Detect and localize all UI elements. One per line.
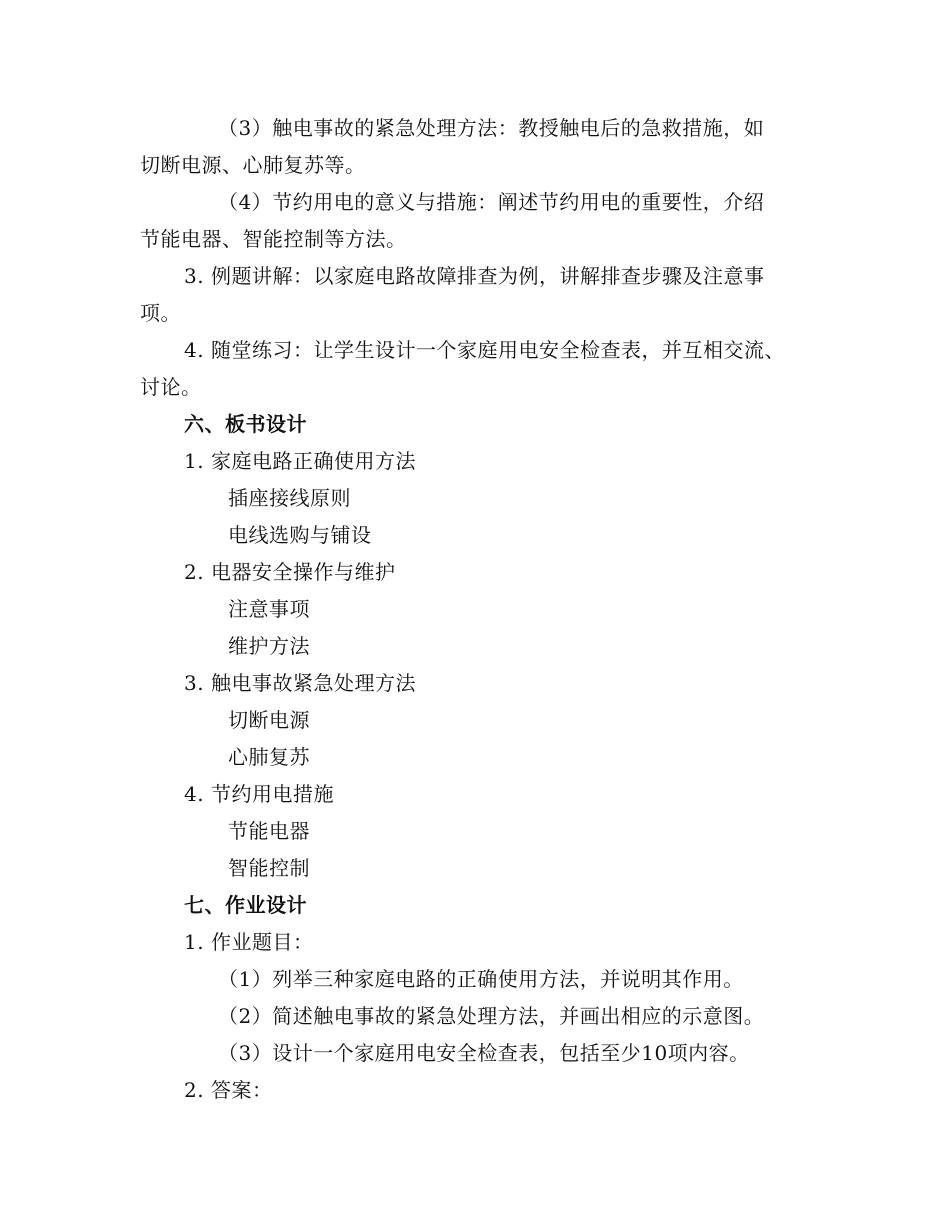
board-item-4: 4. 节约用电措施: [184, 782, 334, 806]
board-subitem: 电线选购与铺设: [228, 523, 372, 547]
board-subitem: 插座接线原则: [228, 486, 351, 510]
practice-line-2: 讨论。: [140, 375, 202, 399]
section-heading-homework-design: 七、作业设计: [184, 893, 307, 917]
homework-question-1: （1）列举三种家庭电路的正确使用方法，并说明其作用。: [218, 967, 744, 991]
homework-question-2: （2）简述触电事故的紧急处理方法，并画出相应的示意图。: [218, 1004, 765, 1028]
board-subitem: 智能控制: [228, 856, 310, 880]
paragraph-item-3-line-1: （3）触电事故的紧急处理方法：教授触电后的急救措施，如: [218, 116, 765, 140]
board-item-1: 1. 家庭电路正确使用方法: [184, 449, 416, 473]
board-item-3: 3. 触电事故紧急处理方法: [184, 671, 416, 695]
board-item-2: 2. 电器安全操作与维护: [184, 560, 396, 584]
homework-item-1: 1. 作业题目：: [184, 930, 314, 954]
example-explanation-line-2: 项。: [140, 301, 181, 325]
section-heading-board-design: 六、板书设计: [184, 412, 307, 436]
board-subitem: 维护方法: [228, 634, 310, 658]
board-subitem: 心肺复苏: [228, 745, 310, 769]
practice-line-1: 4. 随堂练习：让学生设计一个家庭用电安全检查表，并互相交流、: [184, 338, 785, 362]
homework-question-3: （3）设计一个家庭用电安全检查表，包括至少10项内容。: [218, 1041, 750, 1065]
board-subitem: 切断电源: [228, 708, 310, 732]
paragraph-item-4-line-1: （4）节约用电的意义与措施：阐述节约用电的重要性，介绍: [218, 190, 765, 214]
paragraph-item-4-line-2: 节能电器、智能控制等方法。: [140, 227, 407, 251]
example-explanation-line-1: 3. 例题讲解：以家庭电路故障排查为例，讲解排查步骤及注意事: [184, 264, 765, 288]
paragraph-item-3-line-2: 切断电源、心肺复苏等。: [140, 153, 366, 177]
board-subitem: 注意事项: [228, 597, 310, 621]
homework-item-2: 2. 答案：: [184, 1078, 273, 1102]
board-subitem: 节能电器: [228, 819, 310, 843]
